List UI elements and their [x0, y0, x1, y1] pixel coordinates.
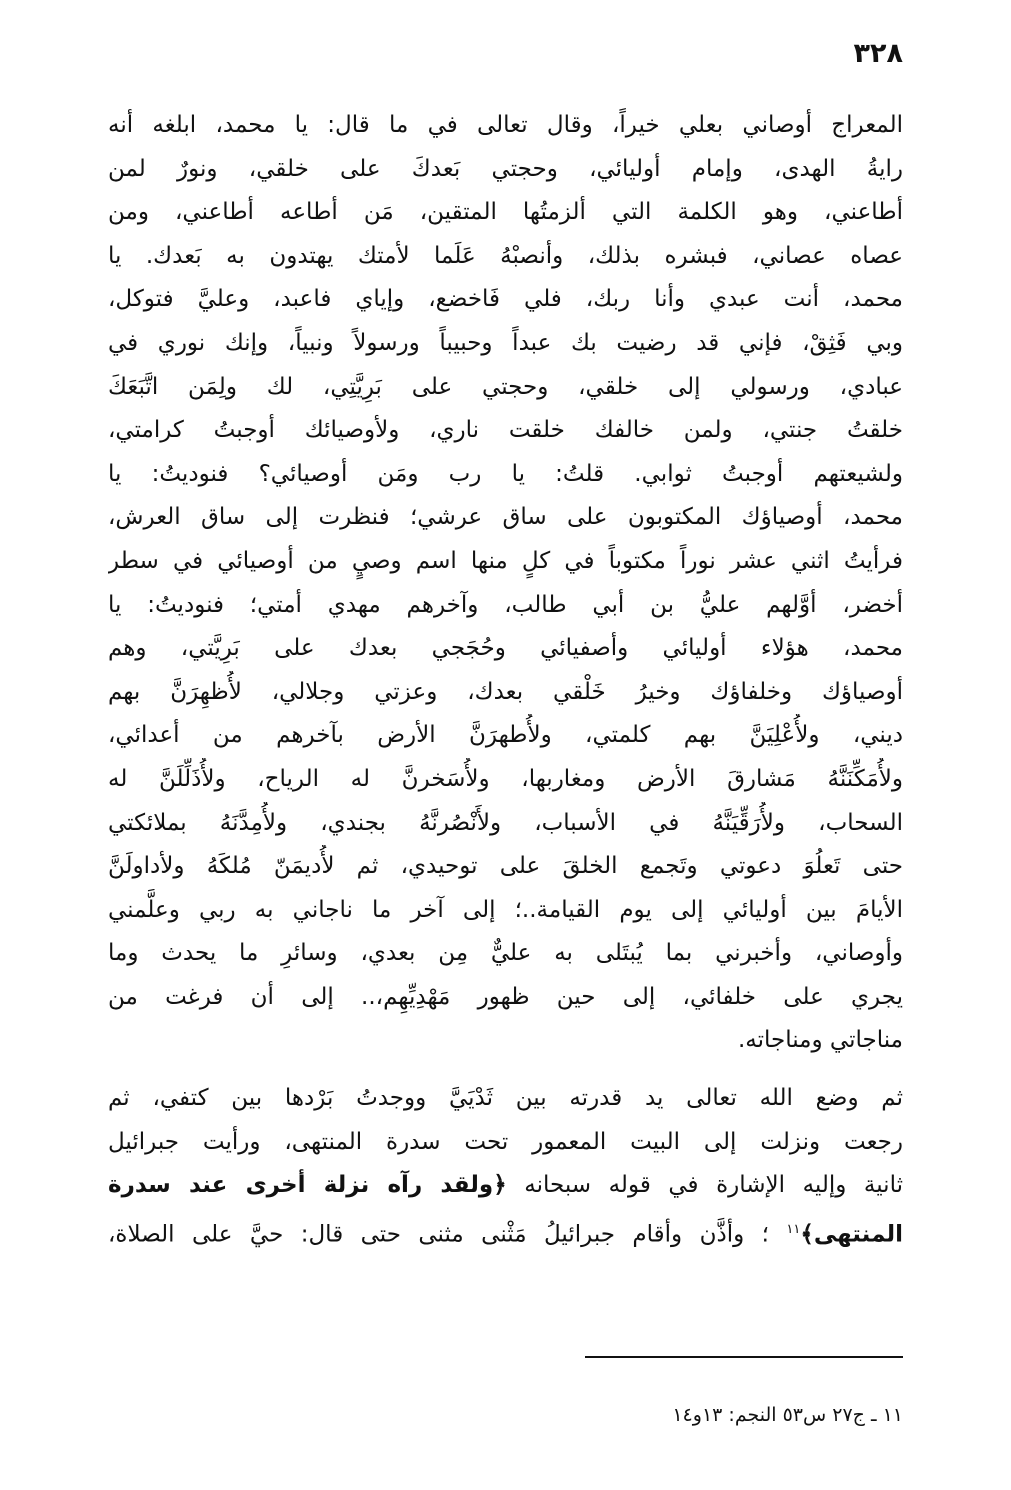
paragraph-1: [108, 104, 903, 1063]
footnote-marker: ١١: [786, 1221, 801, 1237]
text-segment: ؛ وأذَّن وأقام جبرائيلُ مَثْنى مثنى حتى قال: حيَّ على الصلاة،: [108, 1221, 769, 1248]
text-line: ولشيعتهم أوجبتُ ثوابي. قلتُ: يا رب ومَن أوصيائي؟ فنوديتُ: يا: [108, 460, 903, 487]
text-line: أخضر، أوَّلهم عليُّ بن أبي طالب، وآخرهم مهدي أمتي؛ فنوديتُ: يا: [108, 591, 903, 618]
text-line: ثم وضع الله تعالى يد قدرته بين ثَدْيَيَّ ووجدتُ بَرْدها بين كتفي، ثم: [108, 1085, 903, 1112]
text-line: السحاب، ولأُرَقِّيَنَّهُ في الأسباب، ولأَنْصُرنَّهُ بجندي، ولأُمِدَّنَهُ بملائكتي: [108, 809, 903, 836]
text-line: وبي فَثِقْ، فإني قد رضيت بك عبداً وحبيباً ورسولاً ونبياً، وإنك نوري في: [108, 329, 903, 356]
text-line: حتى تَعلُوَ دعوتي وتَجمع الخلقَ على توحيدي، ثم لأُديمَنّ مُلكَهُ ولأداولَنَّ: [108, 853, 903, 880]
text-line: محمد، أوصياؤك المكتوبون على ساق عرشي؛ فنظرت إلى ساق العرش،: [108, 504, 903, 531]
text-line: ديني، ولأُعْلِيَنَّ بهم كلمتي، ولأُطهرَنَّ الأرض بآخرهم من أعدائي،: [108, 722, 903, 749]
text-line: ولأُمَكِّنَنَّهُ مَشارقَ الأرض ومغاربها، ولأُسَخرنَّ له الرياح، ولأُذَلِّلَنَّ له: [108, 765, 903, 792]
text-line: رجعت ونزلت إلى البيت المعمور تحت سدرة المنتهى، ورأيت جبرائيل: [108, 1128, 903, 1155]
text-line: عبادي، ورسولي إلى خلقي، وحجتي على بَرِيَّتِي، لك ولِمَن اتَّبَعَكَ: [108, 373, 903, 400]
text-line: أطاعني، وهو الكلمة التي ألزمتُها المتقين، مَن أطاعه أطاعني، ومن: [108, 199, 903, 226]
text-line-with-quran: [108, 1164, 903, 1208]
text-line: يجري على خلفائي، إلى حين ظهور مَهْدِيِّهِم،.. إلى أن فرغت من: [108, 983, 903, 1010]
paragraph-gap: [108, 1063, 903, 1077]
text-segment: ثانية وإليه الإشارة في قوله سبحانه: [524, 1172, 903, 1199]
footnote: ١١ ـ ج٢٧ س٥٣ النجم: ١٣و١٤: [672, 1404, 903, 1426]
text-line: رايةُ الهدى، وإمام أوليائي، وحجتي بَعدكَ على خلقي، ونورٌ لمن: [108, 155, 903, 182]
quran-verse-start: ﴿ولقد رآه نزلة أخرى عند سدرة: [108, 1172, 507, 1199]
text-line: الأيامَ بين أوليائي إلى يوم القيامة..؛ إلى آخر ما ناجاني به ربي وعلَّمني: [108, 896, 903, 923]
page-number: ٣٢٨: [853, 38, 903, 69]
paragraph-2: [108, 1077, 903, 1257]
text-line: محمد، أنت عبدي وأنا ربك، فلي فَاخضع، وإياي فاعبد، وعليَّ فتوكل،: [108, 286, 903, 313]
text-line: محمد، هؤلاء أوليائي وأصفيائي وحُجَجي بعدك على بَرِيَّتي، وهم: [108, 635, 903, 662]
text-line: خلقتُ جنتي، ولمن خالفك خلقت ناري، ولأوصيائك أوجبتُ كرامتي،: [108, 417, 903, 444]
quran-verse-end: المنتهى﴾: [800, 1221, 903, 1248]
text-line: وأوصاني، وأخبرني بما يُبتَلى به عليٌّ مِن بعدي، وسائرِ ما يحدث وما: [108, 940, 903, 967]
footnote-divider: [585, 1356, 903, 1358]
text-line: مناجاتي ومناجاته.: [737, 1027, 903, 1054]
main-text: [108, 104, 903, 1257]
text-line-with-quran: [108, 1208, 903, 1257]
text-line: المعراج أوصاني بعلي خيراً، وقال تعالى في ما قال: يا محمد، ابلغه أنه: [108, 112, 903, 138]
text-line: عصاه عصاني، فبشره بذلك، وأنصبْهُ عَلَما لأمتك يهتدون به بَعدك. يا: [108, 242, 903, 269]
text-line: فرأيتُ اثني عشر نوراً مكتوباً في كلٍ منها اسم وصيٍ من أوصيائي في سطر: [108, 547, 903, 574]
text-line: أوصياؤك وخلفاؤك وخيرُ خَلْقي بعدك، وعزتي وجلالي، لأُظهِرَنَّ بهم: [108, 678, 903, 705]
